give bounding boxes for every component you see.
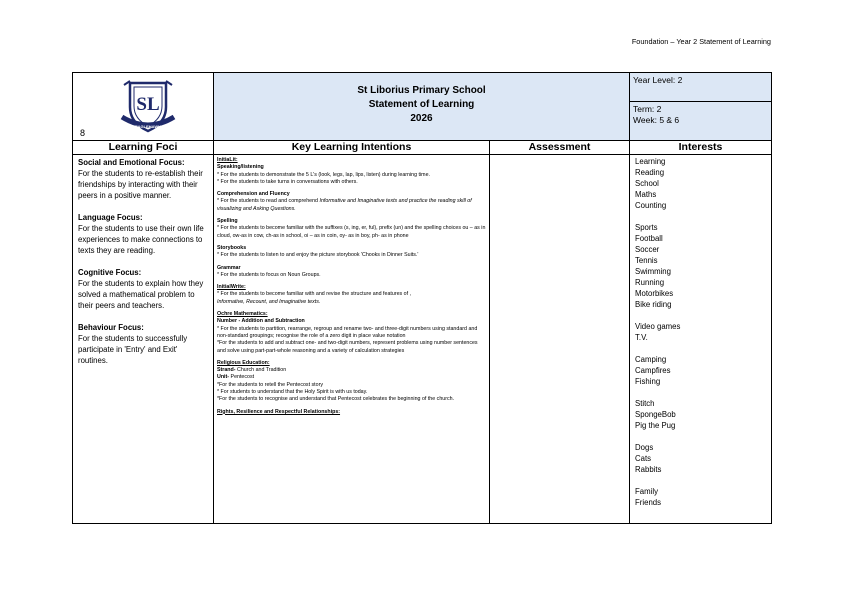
intention: * For the students to demonstrate the 5 L's (look, legs, lap, lips, listen) during learning time.: [217, 171, 430, 178]
interests-list: [635, 156, 766, 508]
section-title: InitialWrite:: [217, 284, 246, 291]
section-subtitle: Spelling: [217, 218, 238, 225]
year-level-cell: [630, 73, 772, 102]
section-subtitle: Comprehension and Fluency: [217, 191, 290, 198]
intention: Informative, Recount, and Imaginative texts.: [217, 298, 321, 305]
intention: *For the students to recognise and understand that Pentecost celebrates the beginning of the church.: [217, 396, 455, 403]
section-title: Rights, Resilience and Respectful Relationships:: [217, 408, 341, 415]
intention: * For students to understand that the Holy Spirit is with us today.: [217, 389, 368, 396]
interest-item: Learning: [635, 157, 666, 166]
interest-item: Reading: [635, 168, 665, 177]
focus-body: For the students to re-establish their friendships by interacting with their peers in a positive manner.: [78, 169, 203, 200]
learning-foci-cell: [73, 155, 214, 524]
interest-item: Friends: [635, 498, 662, 507]
crest-motto: EAGLEHAWK: [135, 124, 161, 129]
interest-item: Soccer: [635, 245, 660, 254]
interest-item: Cats: [635, 454, 652, 463]
interests-cell: [630, 155, 772, 524]
interest-item: Tennis: [635, 256, 658, 265]
section-subtitle: Speaking/listening: [217, 164, 264, 171]
interest-item: Counting: [635, 201, 667, 210]
title-block: [214, 73, 630, 141]
section-subtitle: Number - Addition and Subtraction: [217, 318, 305, 325]
intention: * For the students to become familiar with and revise the structure and features of ,: [217, 291, 412, 298]
term-week-cell: [630, 102, 772, 141]
col-interests: Interests: [630, 141, 772, 155]
interest-item: Dogs: [635, 443, 654, 452]
interest-item: Sports: [635, 223, 658, 232]
interest-item: Family: [635, 487, 658, 496]
key-learning-intentions-cell: [214, 155, 490, 524]
week: Week: 5 & 6: [633, 115, 680, 125]
document-title: Statement of Learning: [368, 99, 475, 110]
logo-number: 8: [80, 128, 86, 138]
intention: * For the students to read and comprehend Informative and Imaginative texts and practice the reading skill of visualizing and Asking Questions.: [217, 198, 472, 212]
col-learning-foci: Learning Foci: [73, 141, 214, 155]
interest-item: Stitch: [635, 399, 655, 408]
interest-item: School: [635, 179, 659, 188]
intention: * For the students to focus on Noun Groups.: [217, 271, 321, 278]
running-header: Foundation – Year 2 Statement of Learning: [631, 37, 771, 46]
intention: * For the students to listen to and enjoy the picture storybook 'Chooks in Dinner Suits.': [217, 252, 419, 259]
school-name: St Liborius Primary School: [357, 85, 486, 96]
document-year: 2026: [410, 113, 433, 124]
focus-title: Language Focus:: [78, 213, 143, 222]
crest-letters: SL: [136, 94, 160, 115]
interest-item: T.V.: [635, 333, 648, 342]
interest-item: SpongeBob: [635, 410, 676, 419]
interest-item: Campfires: [635, 366, 671, 375]
interest-item: Swimming: [635, 267, 671, 276]
col-assessment: Assessment: [490, 141, 630, 155]
focus-title: Social and Emotional Focus:: [78, 158, 185, 167]
intention: * For the students to take turns in conversations with others.: [217, 178, 358, 185]
interest-item: Pig the Pug: [635, 421, 676, 430]
logo-cell: [73, 73, 214, 141]
re-strand: Strand- Church and Tradition: [217, 367, 287, 374]
section-title: InitiaLit:: [217, 157, 238, 163]
section-subtitle: Storybooks: [217, 244, 247, 251]
interest-item: Football: [635, 234, 663, 243]
interest-item: Fishing: [635, 377, 661, 386]
statement-table: [72, 72, 772, 524]
focus-title: Behaviour Focus:: [78, 323, 144, 332]
intention: * For the students to become familiar with the suffixes (s, ing, er, ful), prefix (un) and the spelling choices ou – as in cloud, ow-as in cow, ch-as in school, oi – as in coin, oy- as in boy, ph- as in phone: [217, 225, 486, 239]
section-subtitle: Grammar: [217, 264, 241, 271]
year-level: Year Level: 2: [633, 75, 683, 85]
interest-item: Maths: [635, 190, 657, 199]
focus-body: For the students to explain how they solved a mathematical problem to their peers and teachers.: [78, 279, 204, 310]
focus-title: Cognitive Focus:: [78, 268, 142, 277]
section-title: Religious Education:: [217, 359, 270, 366]
intention: * For the students to partition, rearrange, regroup and rename two- and three-digit numbers using standard and non-standard groupings; recognise the role of a zero digit in place value notation: [217, 325, 478, 339]
re-unit: Unit- Pentecost: [217, 374, 255, 381]
section-title: Ochre Mathematics:: [217, 311, 268, 318]
assessment-cell: [490, 155, 630, 524]
focus-body: For the students to use their own life experiences to make connections to texts they are reading.: [78, 224, 204, 255]
interest-item: Motorbikes: [635, 289, 674, 298]
focus-body: For the students to successfully participate in 'Entry' and Exit' routines.: [78, 334, 188, 365]
col-key-learning-intentions: Key Learning Intentions: [214, 141, 490, 155]
interest-item: Video games: [635, 322, 681, 331]
intention: *For the students to add and subtract one- and two-digit numbers, represent problems using number sentences and solve using part-part-whole reasoning and a variety of calculation strategies: [217, 340, 478, 354]
interest-item: Rabbits: [635, 465, 662, 474]
interest-item: Running: [635, 278, 665, 287]
school-crest-logo: [120, 77, 176, 133]
interest-item: Camping: [635, 355, 667, 364]
intention: *For the students to retell the Pentecost story: [217, 381, 323, 388]
term: Term: 2: [633, 104, 662, 114]
interest-item: Bike riding: [635, 300, 672, 309]
